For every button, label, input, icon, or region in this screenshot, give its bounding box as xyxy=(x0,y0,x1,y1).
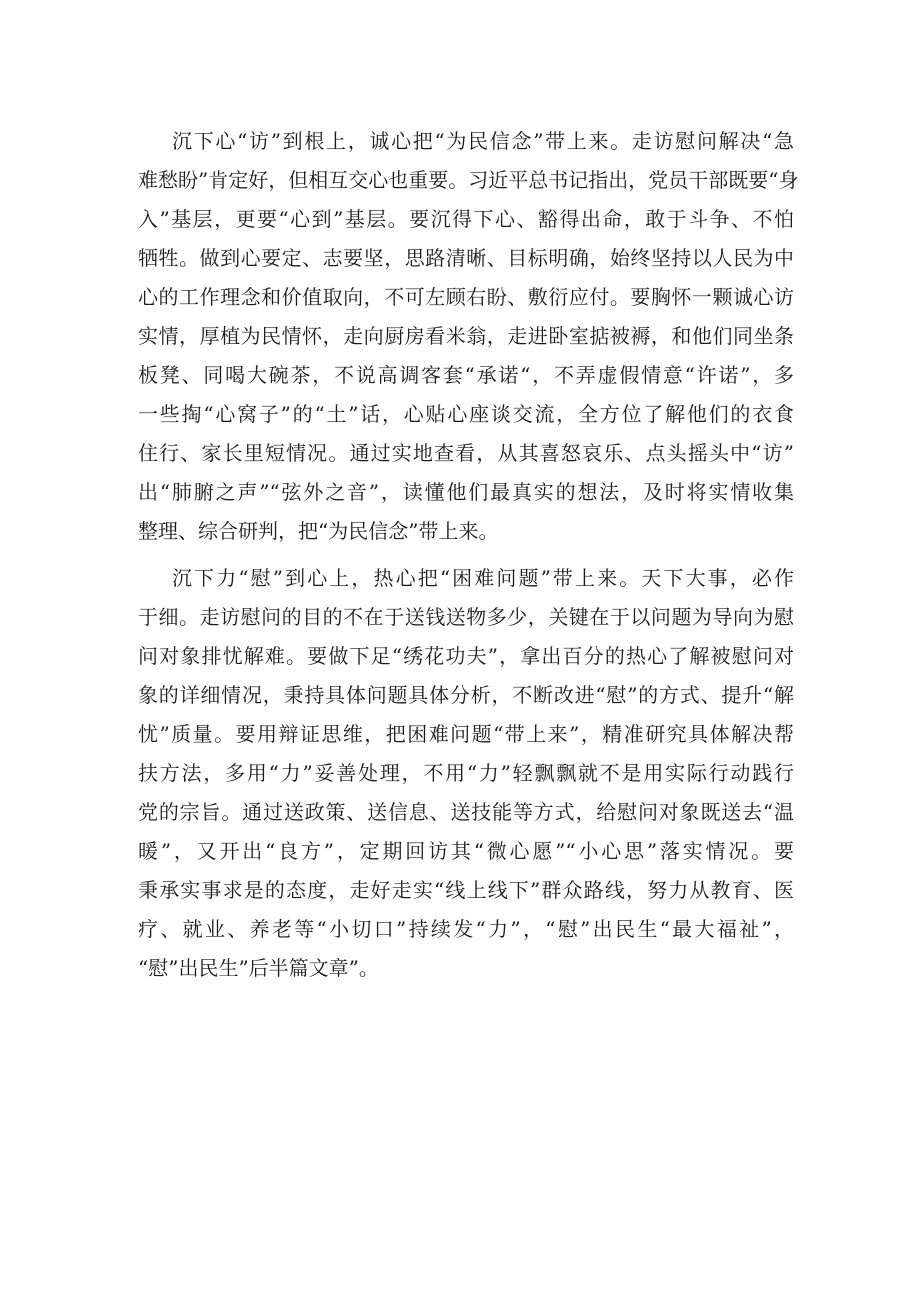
text-line: 难愁盼”肯定好，但相互交心也重要。习近平总书记指出，党员干部既要“身 xyxy=(138,168,799,192)
text-line: 住行、家长里短情况。通过实地查看，从其喜怒哀乐、点头摇头中“访” xyxy=(138,441,794,465)
text-line: 板凳、同喝大碗茶，不说高调客套“承诺“，不弄虚假情意“许诺”，多 xyxy=(138,363,794,387)
text-line: 忧”质量。要用辩证思维，把困难问题“带上来”，精准研究具体解决帮 xyxy=(138,722,794,746)
text-line: 实情，厚植为民情怀，走向厨房看米翁，走进卧室掂被褥，和他们同坐条 xyxy=(138,324,794,348)
paragraph-visit xyxy=(138,122,799,551)
text-line: 牺牲。做到心要定、志要坚，思路清晰、目标明确，始终坚持以人民为中 xyxy=(138,246,794,270)
text-line: 心的工作理念和价值取向，不可左顾右盼、敷衍应付。要胸怀一颗诚心访 xyxy=(138,285,794,309)
text-line: 整理、综合研判，把“为民信念”带上来。 xyxy=(138,519,499,543)
text-line: 扶方法，多用“力”妥善处理，不用“力”轻飘飘就不是用实际行动践行 xyxy=(138,761,794,785)
text-line: 象的详细情况，秉持具体问题具体分析，不断改进“慰”的方式、提升“解 xyxy=(138,683,794,707)
text-line: 党的宗旨。通过送政策、送信息、送技能等方式，给慰问对象既送去“温 xyxy=(138,800,794,824)
text-line: 秉承实事求是的态度，走好走实“线上线下”群众路线，努力从教育、医 xyxy=(138,878,794,902)
text-line: 一些掏“心窝子”的“土”话，心贴心座谈交流，全方位了解他们的衣食 xyxy=(138,402,794,426)
text-line: 沉下心“访”到根上，诚心把“为民信念”带上来。走访慰问解决“急 xyxy=(172,129,794,153)
paragraph-spacer xyxy=(138,551,794,559)
text-line: 疗、就业、养老等“小切口”持续发“力”，“慰”出民生“最大福祉”， xyxy=(138,917,794,941)
text-line: 出“肺腑之声”“弦外之音”，读懂他们最真实的想法，及时将实情收集 xyxy=(138,480,794,504)
text-line: 暖”，又开出“良方”，定期回访其“微心愿”“小心思”落实情况。要 xyxy=(138,839,794,863)
text-line: 沉下力“慰”到心上，热心把“困难问题”带上来。天下大事，必作 xyxy=(172,566,794,590)
text-line: 入”基层，更要“心到”基层。要沉得下心、豁得出命，敢于斗争、不怕 xyxy=(138,207,794,231)
paragraph-comfort xyxy=(138,559,794,988)
text-line: 于细。走访慰问的目的不在于送钱送物多少，关键在于以问题为导向为慰 xyxy=(138,605,794,629)
text-line: “慰”出民生”后半篇文章”。 xyxy=(138,956,379,980)
document-body xyxy=(138,122,799,988)
text-line: 问对象排忧解难。要做下足“绣花功夫”，拿出百分的热心了解被慰问对 xyxy=(138,644,794,668)
